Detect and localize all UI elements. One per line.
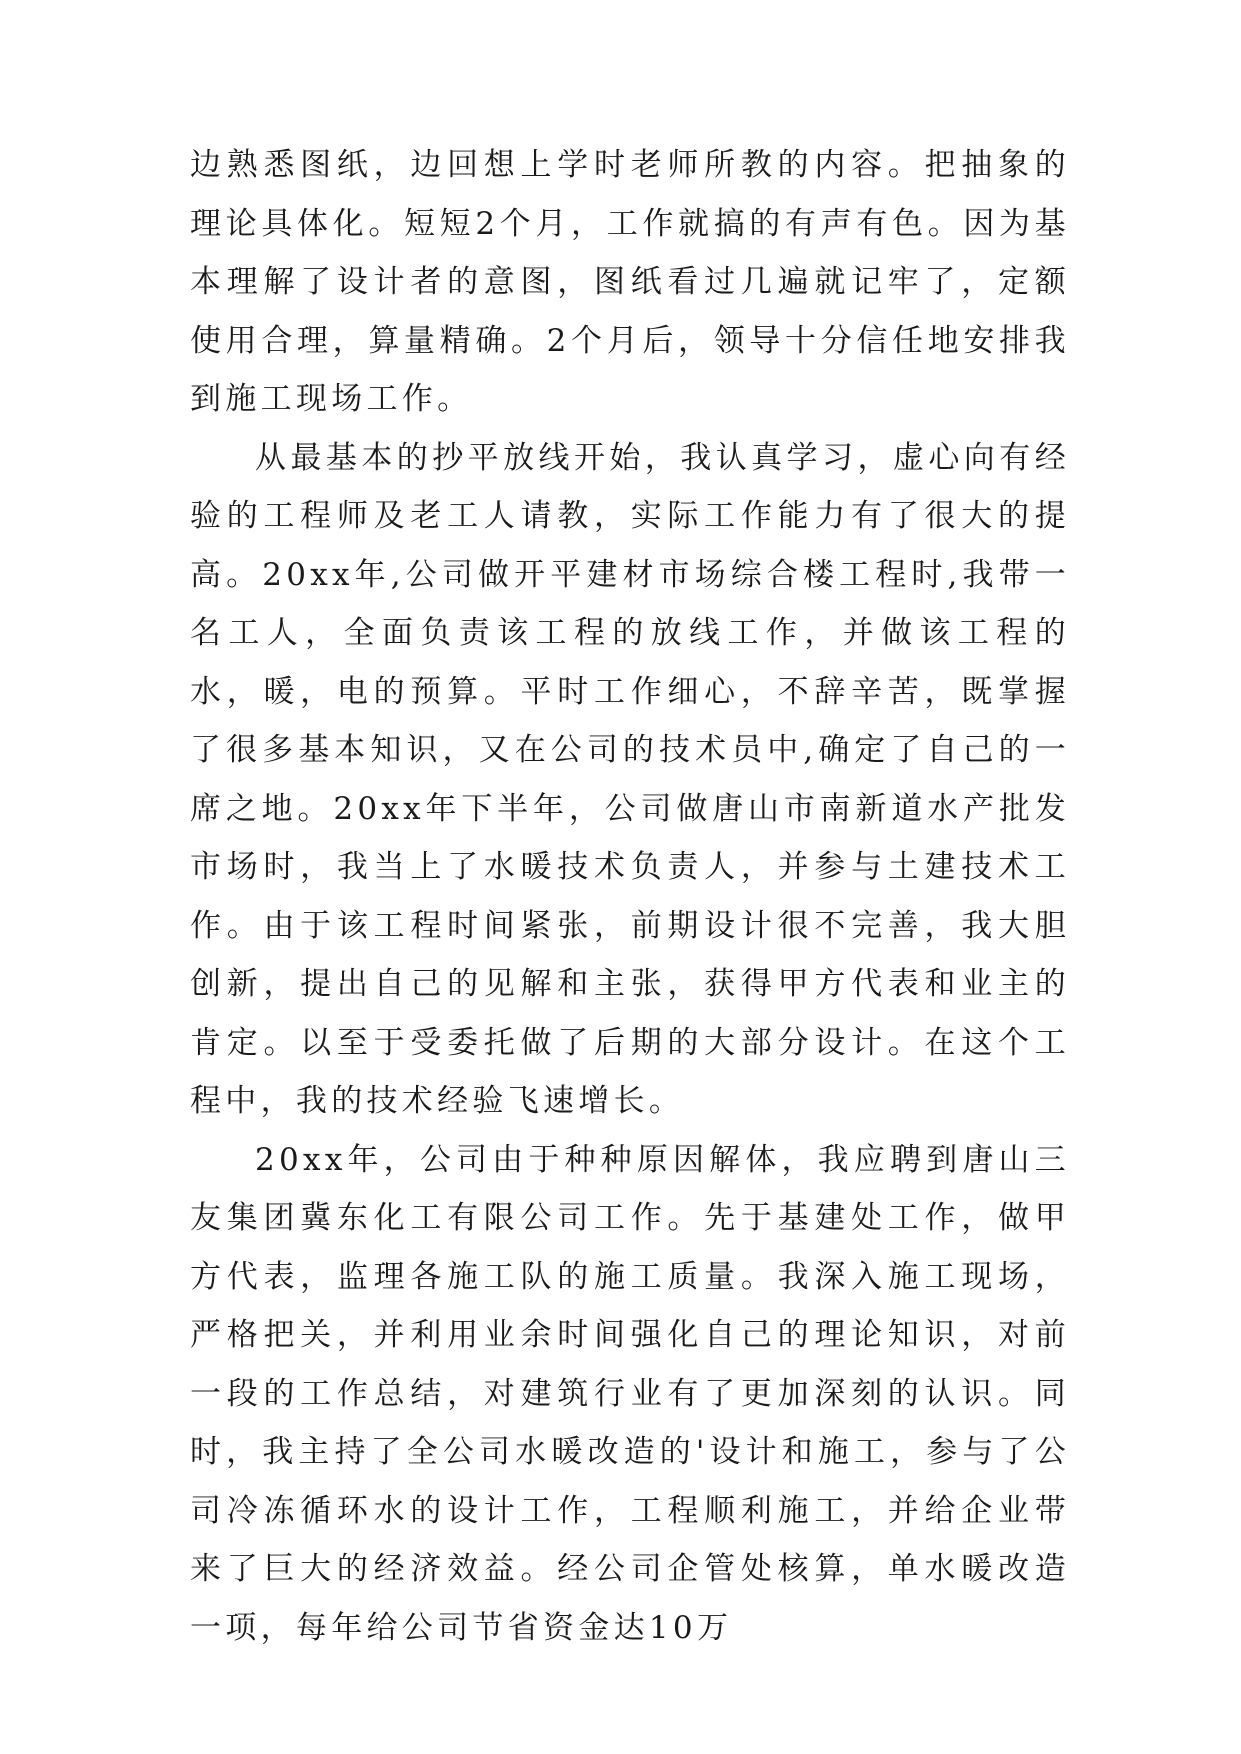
paragraph-1: 边熟悉图纸，边回想上学时老师所教的内容。把抽象的理论具体化。短短2个月，工作就搞的有声有色。因为基本理解了设计者的意图，图纸看过几遍就记牢了，定额使用合理，算量精确。2个月后，领导十分信任地安排我到施工现场工作。 bbox=[190, 147, 1070, 417]
document-body bbox=[190, 136, 1070, 1657]
paragraph-3: 20xx年，公司由于种种原因解体，我应聘到唐山三友集团冀东化工有限公司工作。先于基建处工作，做甲方代表，监理各施工队的施工质量。我深入施工现场，严格把关，并利用业余时间强化自己的理论知识，对前一段的工作总结，对建筑行业有了更加深刻的认识。同时，我主持了全公司水暖改造的'设计和施工，参与了公司冷冻循环水的设计工作，工程顺利施工，并给企业带来了巨大的经济效益。经公司企管处核算，单水暖改造一项，每年给公司节省资金达10万 bbox=[190, 1141, 1070, 1646]
paragraph-2: 从最基本的抄平放线开始，我认真学习，虚心向有经验的工程师及老工人请教，实际工作能力有了很大的提高。20xx年,公司做开平建材市场综合楼工程时,我带一名工人，全面负责该工程的放线工作，并做该工程的水，暖，电的预算。平时工作细心，不辞辛苦，既掌握了很多基本知识，又在公司的技术员中,确定了自己的一席之地。20xx年下半年，公司做唐山市南新道水产批发市场时，我当上了水暖技术负责人，并参与土建技术工作。由于该工程时间紧张，前期设计很不完善，我大胆创新，提出自己的见解和主张，获得甲方代表和业主的肯定。以至于受委托做了后期的大部分设计。在这个工程中，我的技术经验飞速增长。 bbox=[190, 439, 1070, 1119]
